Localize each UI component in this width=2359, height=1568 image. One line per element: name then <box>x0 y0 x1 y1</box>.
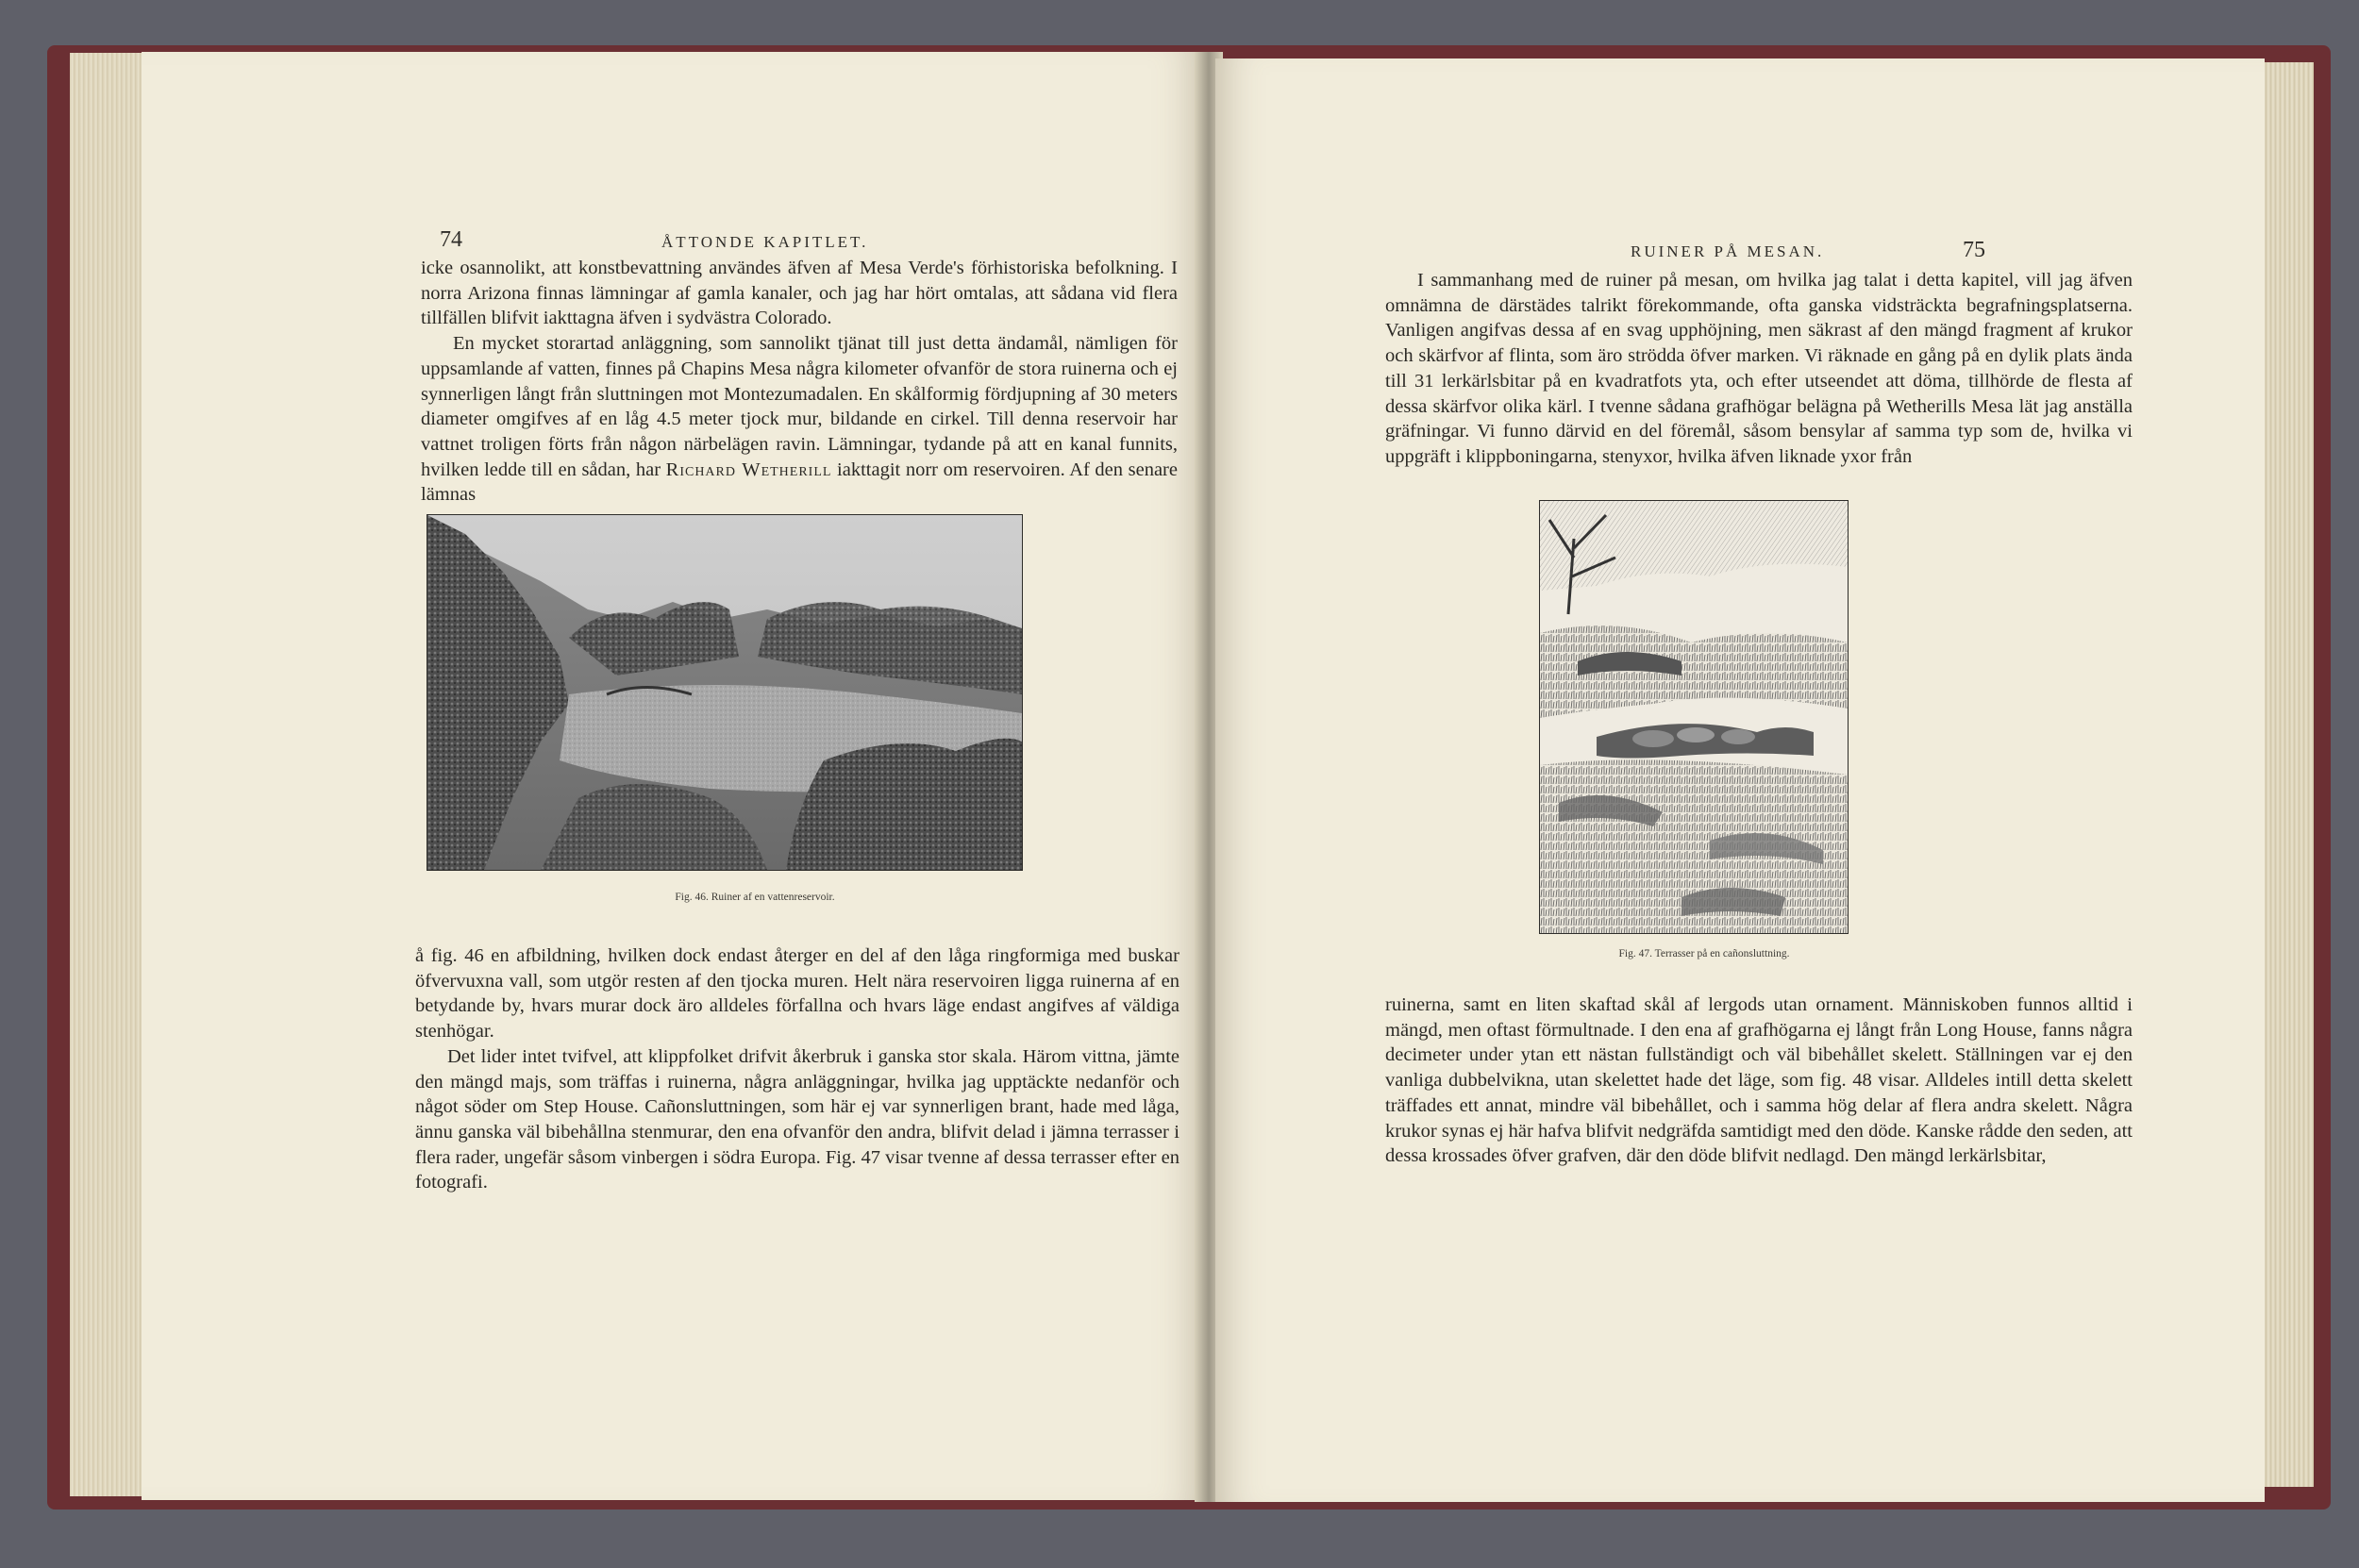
running-head: ÅTTONDE KAPITLET. <box>661 233 869 251</box>
paragraph: En mycket storartad anläggning, som sannolikt tjänat till just detta ändamål, nämligen för uppsamlande af vatten, finnes på Chapins Mesa några kilometer ofvanför de stora ruinerna och ej synnerligen långt från sluttningen mot Montezumadalen. En skålformig fördjupning af 30 meters diameter omgifves af en låg 4.5 meter tjock mur, bildande en cirkel. Till denna reservoir har vattnet troligen förts från någon närbelägen ravin. Lämningar, tydande på att en kanal funnits, hvilken ledde till en sådan, har Richard Wetherill iakttagit norr om reservoiren. Af den senare lämnas <box>421 333 1178 506</box>
text-block-bottom <box>1385 993 2133 1169</box>
paragraph: ruinerna, samt en liten skaftad skål af lergods utan ornament. Människoben funnos alltid i mängd, men oftast förmultnade. I den ena af grafhögarna ej långt från Long House, fanns några decimeter under ytan ett nästan fullständigt och väl bibehållet skelett. Ställningen var ej den vanliga dubbelvikna, utan skelettet hade det läge, som fig. 48 visar. Alldeles intill detta skelett träffades ett annat, mindre väl bibehållet, och i samma hög delar af flera andra skelett. Några krukor synas ej här hafva blifvit nedgräfda samtidigt med den döde. Kanske rådde den seden, att dessa krossades öfver grafven, där den döde blifvit nedlagd. Den mängd lerkärlsbitar, <box>1385 994 2133 1167</box>
engraving-terraces <box>1539 500 1849 934</box>
paragraph: å fig. 46 en afbildning, hvilken dock endast återger en del af den låga ringformiga med buskar öfvervuxna vall, som utgör resten af den tjocka muren. Helt nära reservoiren ligga ruinerna af en betydande by, hvars murar dock äro alldeles förfallna och hvars läge endast angifves af väldiga stenhögar. <box>415 945 1180 1043</box>
text-block-bottom <box>415 943 1180 1195</box>
running-head: RUINER PÅ MESAN. <box>1631 242 1825 260</box>
paragraph: I sammanhang med de ruiner på mesan, om hvilka jag talat i detta kapitel, vill jag äfven omnämna de därstädes talrikt förekommande, ofta ganska vidsträckta begrafningsplatserna. Vanligen angifvas dessa af en svag upphöjning, men säkrast af den mängd fragment af krukor och skärfvor af flinta, som äro strödda öfver marken. Vi räknade en gång på en dylik plats ända till 31 lerkärlsbitar på en kvadratfots yta, och efter utseendet att döma, tillhörde de flesta af dessa skärfvor olika kärl. I tvenne sådana grafhögar belägna på Wetherills Mesa lät jag anställa gräfningar. Vi funno därvid en del föremål, såsom bensylar af samma typ som de, hvilka vi uppgräft i klippboningarna, stenyxor, hvilka äfven liknade yxor från <box>1385 270 2133 467</box>
text-block-top <box>1385 268 2133 470</box>
right-page <box>1215 58 2265 1502</box>
left-page <box>142 52 1202 1500</box>
figure-caption: Fig. 47. Terrasser på en cañonsluttning. <box>1618 948 1790 959</box>
page-number: 75 <box>1963 238 1985 262</box>
photo-reservoir-ruins <box>427 514 1023 871</box>
paragraph: icke osannolikt, att konstbevattning användes äfven af Mesa Verde's förhistoriska befolkning. I norra Arizona finnas lämningar af gamla kanaler, och jag har hört omtalas, att sådana vid flera tillfällen blifvit iakttagna äfven i sydvästra Colorado. <box>421 258 1178 329</box>
figure-caption: Fig. 46. Ruiner af en vattenreservoir. <box>675 892 835 903</box>
person-name: Richard Wetherill <box>665 459 832 480</box>
text-block-top <box>421 256 1178 508</box>
paragraph: Det lider intet tvifvel, att klippfolket drifvit åkerbruk i ganska stor skala. Härom vittna, jämte den mängd majs, som träffas i ruinerna, några anläggningar, hvilka jag upptäckte nedanför och något söder om Step House. Cañonsluttningen, som här ej var synnerligen brant, hade med låga, ännu ganska väl bibehållna stenmurar, den ena ofvanför den andra, blifvit delad i jämna terrasser i flera rader, ungefär såsom vinbergen i södra Europa. Fig. 47 visar tvenne af dessa terrasser efter en fotografi. <box>415 1045 1180 1193</box>
page-number: 74 <box>440 227 462 252</box>
